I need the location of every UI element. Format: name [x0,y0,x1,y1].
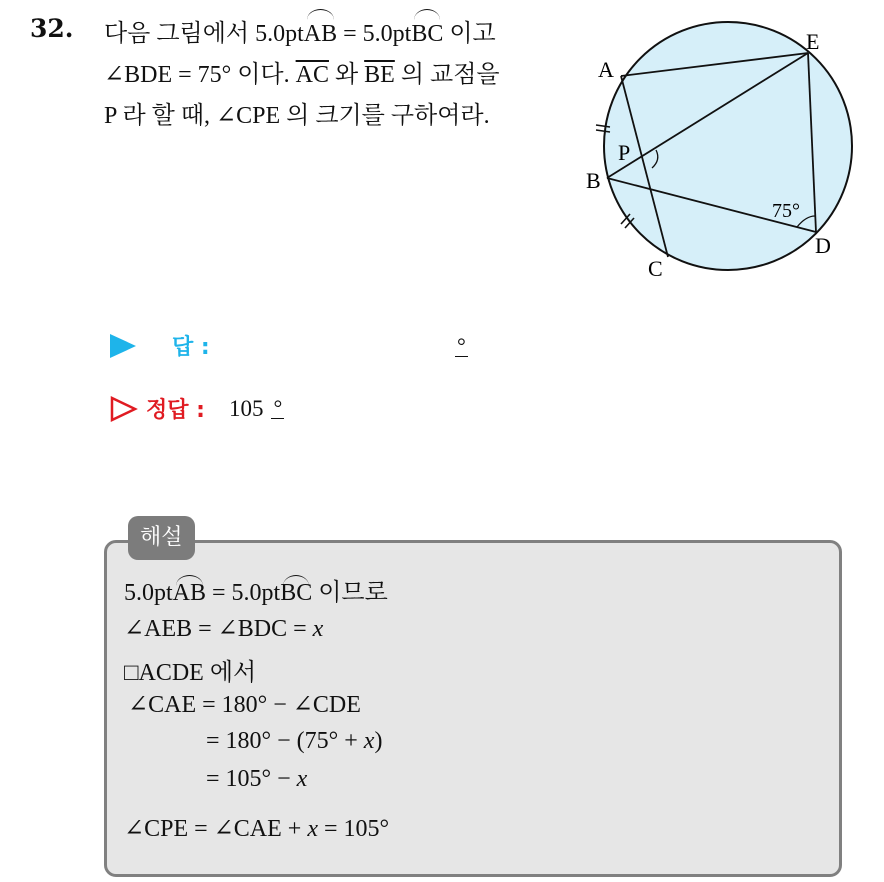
variable-x: x [363,728,375,754]
correct-answer-value: 105 [228,395,264,421]
variable-x: x [296,766,308,792]
sol-text-part: ∠CPE = ∠CAE + [124,816,308,842]
solution-tag: 해설 [128,516,195,560]
question-line-1 [104,14,574,55]
sol-text-part: = 180° − (75° + [206,728,364,754]
arc-ab: AB [304,14,337,55]
play-triangle-icon [110,334,136,358]
arc-bc: BC [411,14,443,55]
sol-arc-bc: BC [280,580,313,606]
label-a: A [598,57,614,82]
solution-line-2 [124,614,323,643]
question-line-2 [104,55,574,96]
sol-arc-ab: AB [172,580,207,606]
segment-ac: $\overline{AC}$ [295,62,329,88]
sol-text-part: = 105° [317,816,390,842]
circle-figure [580,20,860,295]
correct-answer-label: 정답 : [146,398,205,423]
q-text-part: 와 [328,62,365,88]
label-p: P [618,140,631,165]
q-text-part: 의 교점을 [394,62,500,88]
sol-text-part: ∠AEB = ∠BDC = [124,616,313,642]
q-text-part: 다음 그림에서 5.0pt [104,21,304,47]
solution-line-1 [124,572,388,607]
sol-text-part: = 5.0pt [206,580,281,606]
question-number: 32. [30,14,74,43]
question-text [104,14,574,137]
segment-be: $\overline{BE}$ [364,62,395,88]
sol-text-part: 이므로 [312,580,388,606]
solution-line-7 [124,814,389,843]
correct-answer-unit: ° [273,395,283,420]
sol-text-part: ) [374,728,383,754]
solution-line-5 [206,728,382,755]
label-c: C [648,256,663,281]
q-text-part: = 5.0pt [337,21,412,47]
sol-text-part: = 105° − [206,766,297,792]
correct-answer-row [110,393,284,424]
label-e: E [806,29,820,54]
variable-x: x [312,616,324,642]
variable-x: x [307,816,318,842]
answer-label: 답 : [172,335,210,360]
sol-text-part: 5.0pt [124,580,173,606]
label-d: D [815,233,831,258]
outline-triangle-icon [110,396,138,422]
solution-line-3: □ACDE 에서 [124,660,257,686]
q-text-part: 이고 [443,21,496,47]
label-b: B [586,168,601,193]
question-line-3: P 라 할 때, ∠CPE 의 크기를 구하여라. [104,103,490,129]
answer-unit: ° [457,333,466,358]
q-text-part: ∠BDE = 75° 이다. [104,62,296,88]
answer-input[interactable] [455,333,468,358]
solution-line-6 [206,766,307,793]
angle-label-75: 75° [772,200,800,222]
answer-row [110,330,210,361]
solution-line-4: ∠CAE = 180° − ∠CDE [128,692,361,718]
